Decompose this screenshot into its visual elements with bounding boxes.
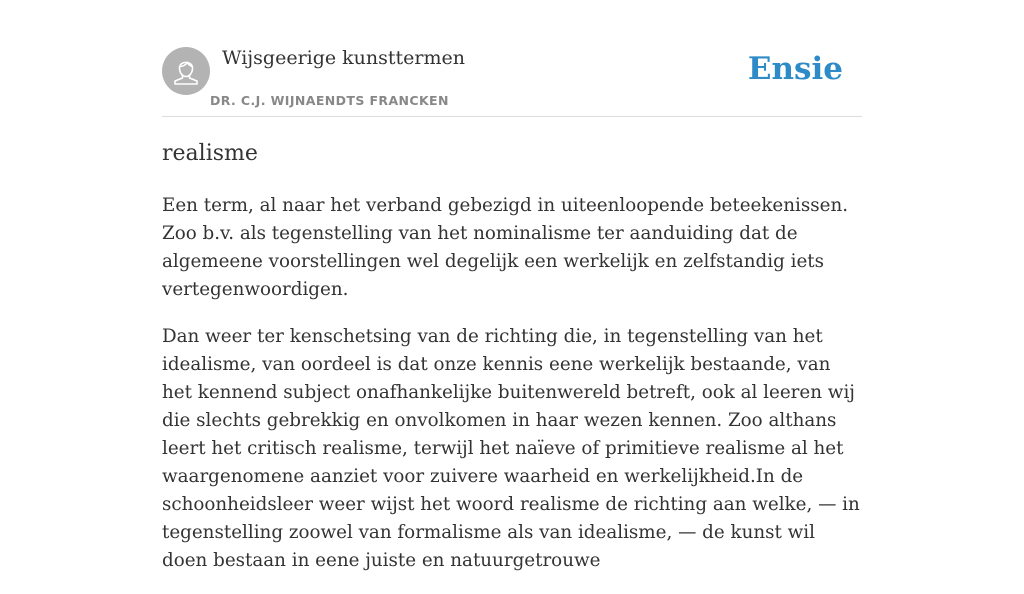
article-paragraph: Dan weer ter kenschetsing van de richting die, in tegenstelling van het idealisme, van oordeel is dat onze kennis eene werkelijk bestaande, van het kennend subject onafhankelijke buitenwereld betreft, ook al leeren wij die slechts gebrekkig en onvolkomen in haar wezen kennen. Zoo althans leert het critisch realisme, terwijl het naïeve of primitieve realisme al het waargenomene aanziet voor zuivere waarheid en werkelijkheid.In de schoonheidsleer weer wijst het woord realisme de richting aan welke, — in tegenstelling zoowel van formalisme als van idealisme, — de kunst wil doen bestaan in eene juiste en natuurgetrouwe: [162, 326, 860, 571]
author-avatar[interactable]: [162, 47, 210, 95]
header: [162, 46, 862, 117]
article-paragraph: Een term, al naar het verband gebezigd in uiteenloopende beteekenissen. Zoo b.v. als tegenstelling van het nominalisme ter aanduiding dat de algemeene voorstellingen wel degelijk een werkelijk en zelfstandig iets vertegenwoordigen.: [162, 195, 849, 300]
book-title[interactable]: Wijsgeerige kunsttermen: [222, 47, 466, 69]
article-body: [162, 192, 864, 594]
article-title: realisme: [162, 141, 258, 166]
brand-logo[interactable]: Ensie: [747, 51, 843, 87]
author-name[interactable]: DR. C.J. WIJNAENDTS FRANCKEN: [210, 93, 449, 108]
user-icon: [162, 47, 210, 95]
